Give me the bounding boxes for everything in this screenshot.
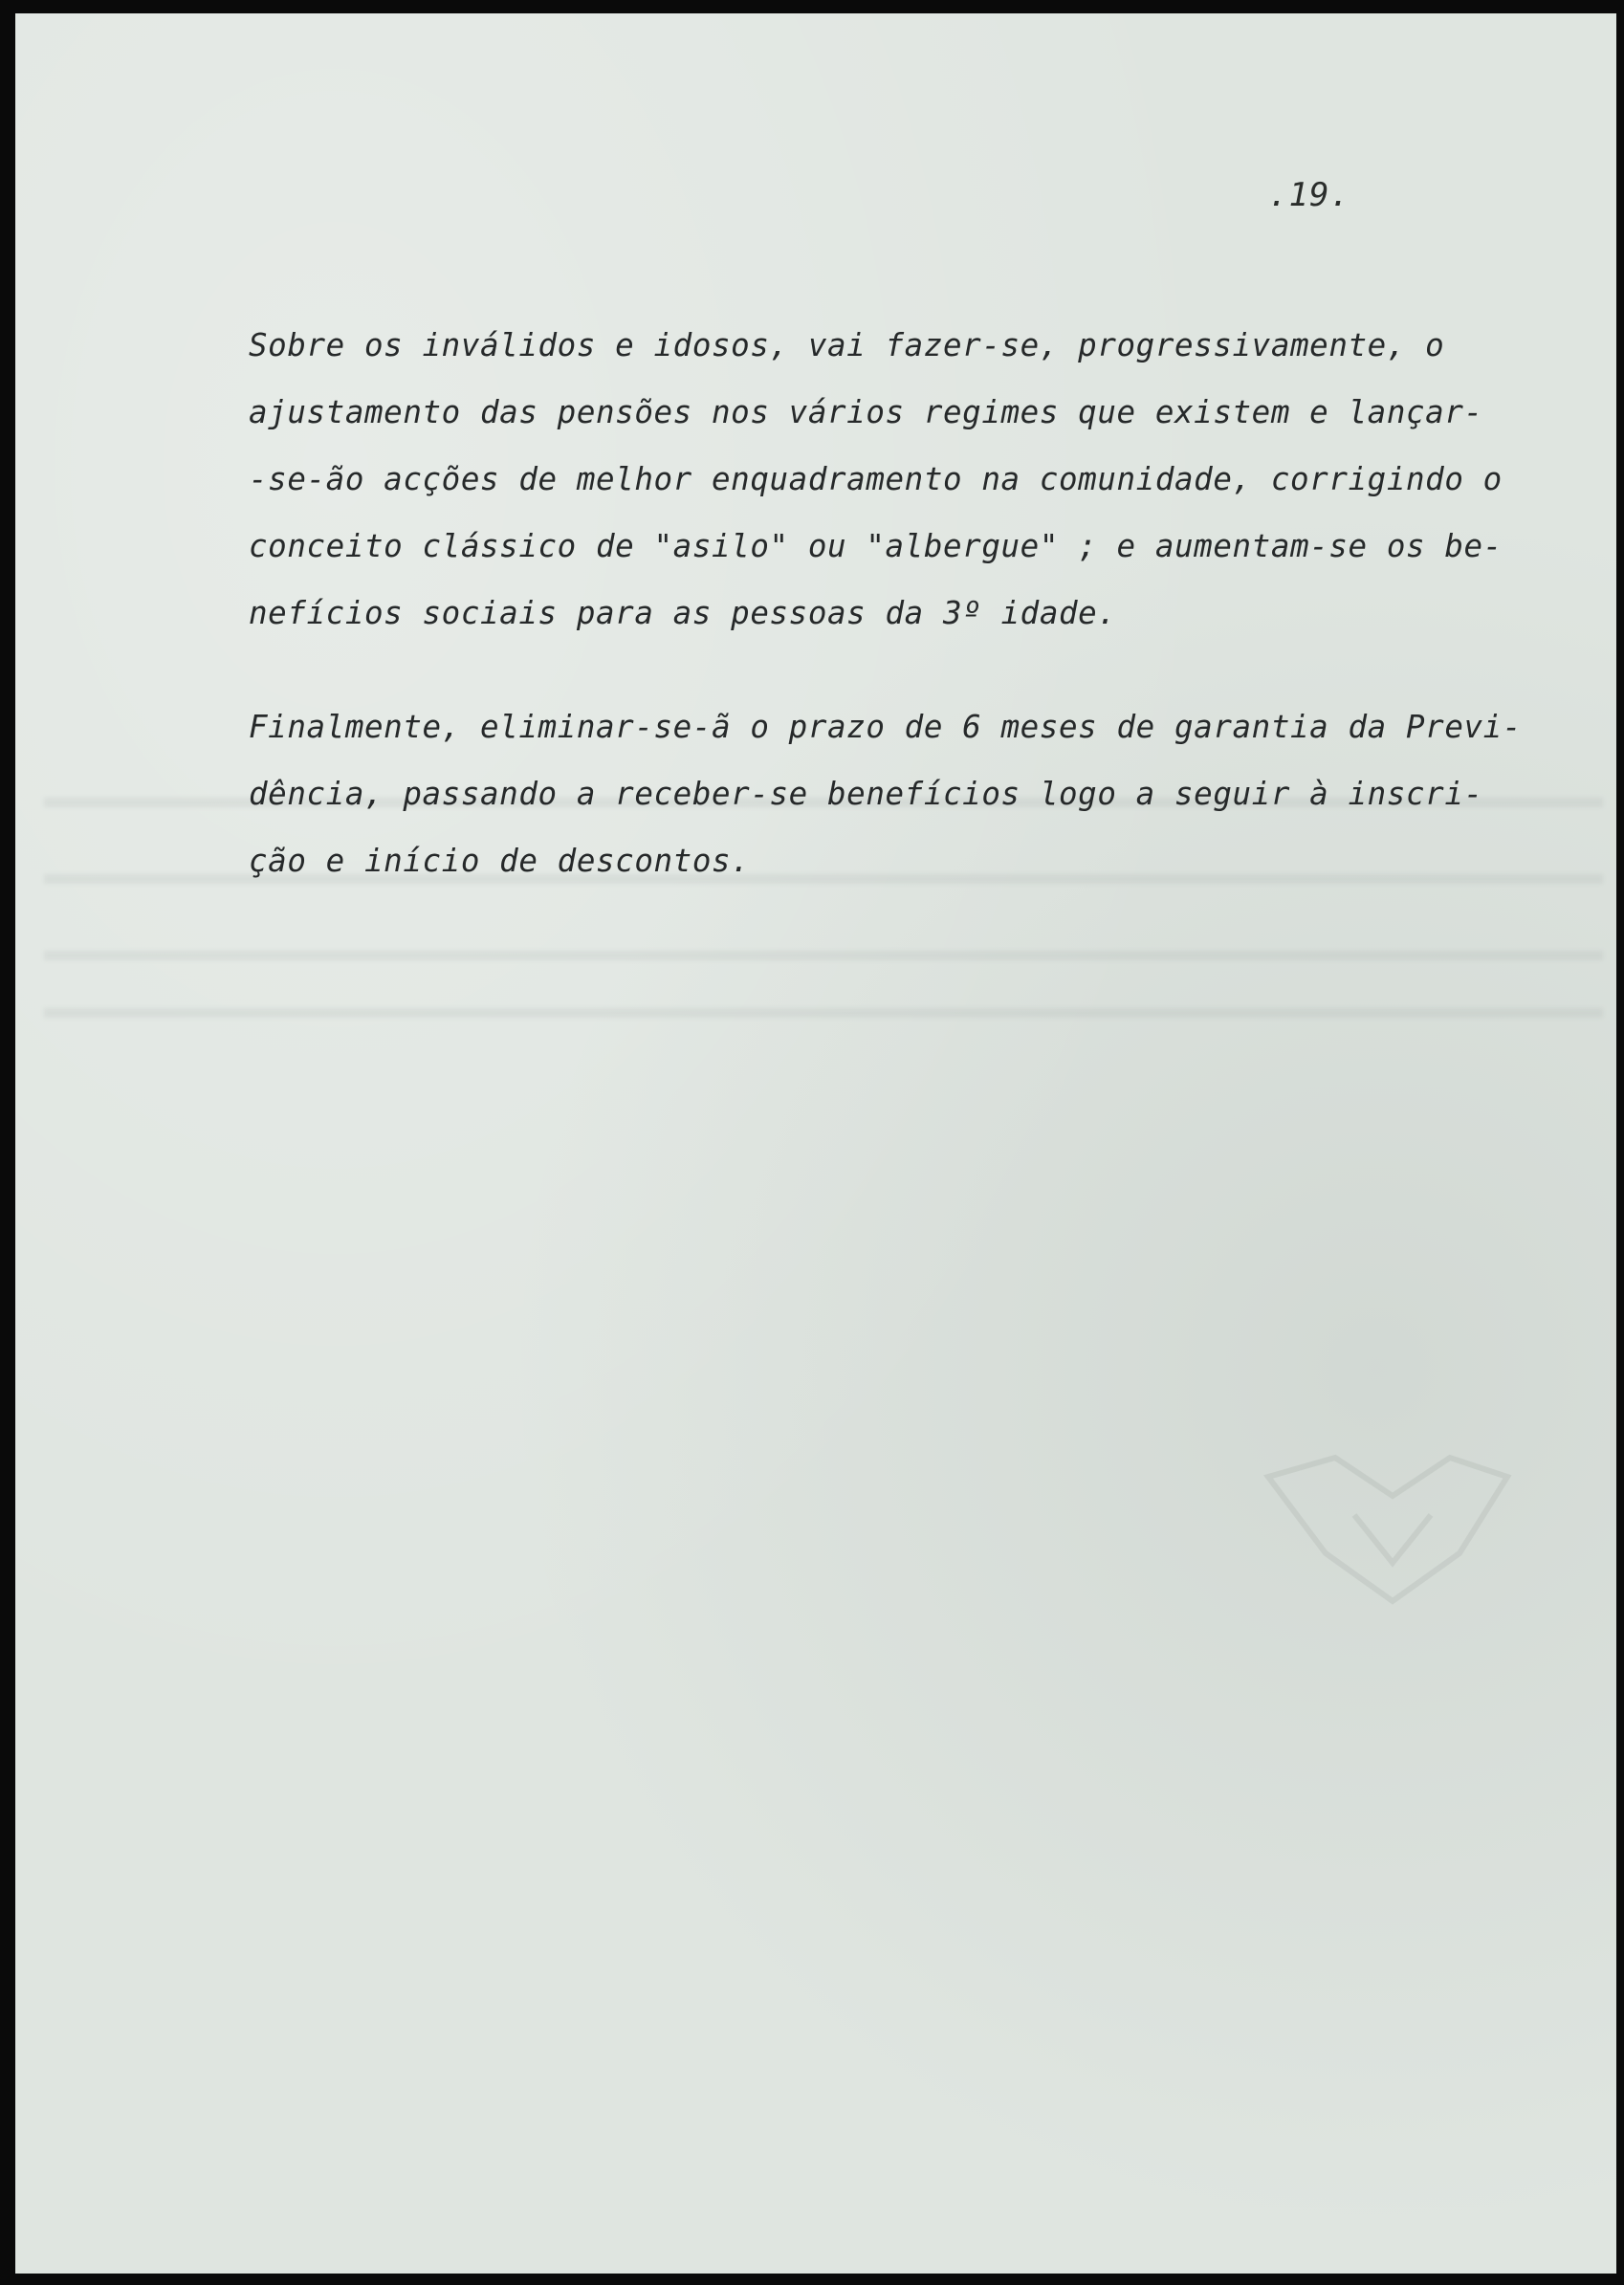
text-line: Finalmente, eliminar-se-ã o prazo de 6 meses de garantia da Previ- bbox=[249, 709, 1522, 745]
text-line: conceito clássico de "asilo" ou "albergue" ; e aumentam-se os be- bbox=[249, 528, 1503, 564]
show-through-line bbox=[44, 1008, 1603, 1018]
paragraph-guarantee-period bbox=[249, 693, 1521, 894]
document-page bbox=[15, 13, 1616, 2274]
show-through-line bbox=[44, 951, 1603, 960]
paragraph-elderly-disabled bbox=[249, 312, 1521, 647]
text-line: -se-ão acções de melhor enquadramento na comunidade, corrigindo o bbox=[249, 461, 1503, 497]
show-through-seal bbox=[1249, 1439, 1526, 1611]
scan-border-top bbox=[0, 0, 1624, 13]
text-line: Sobre os inválidos e idosos, vai fazer-se, progressivamente, o bbox=[249, 327, 1445, 363]
scan-border-left bbox=[0, 0, 15, 2285]
scan-border-right bbox=[1616, 0, 1624, 2285]
text-line: nefícios sociais para as pessoas da 3º idade. bbox=[249, 595, 1117, 631]
scan-border-bottom bbox=[0, 2274, 1624, 2285]
text-line: dência, passando a receber-se benefícios logo a seguir à inscri- bbox=[249, 776, 1483, 812]
text-line: ajustamento das pensões nos vários regimes que existem e lançar- bbox=[249, 394, 1483, 430]
text-line: ção e início de descontos. bbox=[249, 843, 751, 879]
page-number: .19. bbox=[1268, 176, 1350, 214]
